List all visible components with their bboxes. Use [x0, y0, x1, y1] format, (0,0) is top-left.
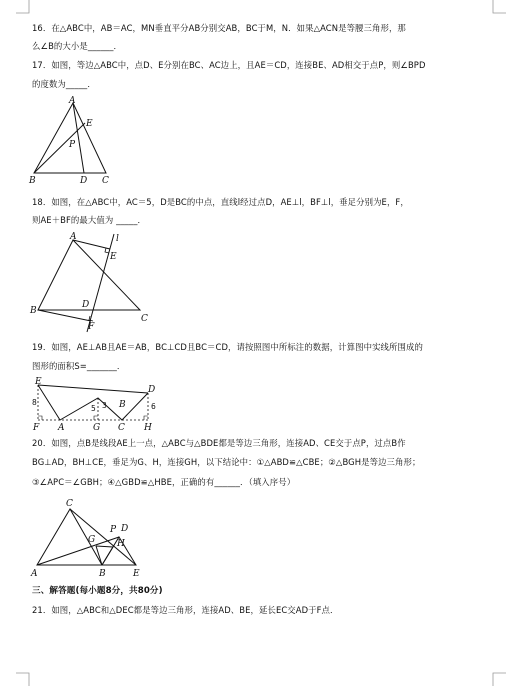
q19-number-8: 8 — [32, 398, 37, 407]
q19-number-3: 3 — [102, 401, 107, 410]
q20-label-c: C — [66, 499, 73, 509]
q19-label-h: H — [144, 423, 152, 433]
q20-label-e: E — [133, 569, 140, 579]
q20-line-3: ③∠APC＝∠GBH；④△GBD≌△HBE，正确的有______．（填入序号） — [32, 477, 296, 487]
q16-line-1: 16．在△ABC中，AB＝AC，MN垂直平分AB分别交AB，BC于M，N．如果△ACN是等腰三角形，那 — [32, 23, 406, 33]
q21-line-1: 21．如图，△ABC和△DEC都是等边三角形，连接AD、BE，延长EC交AD于F点． — [32, 605, 339, 615]
q20-line-1: 20．如图，点B是线段AE上一点，△ABC与△BDE都是等边三角形，连接AD、CE交于点P，过点B作 — [32, 438, 406, 448]
q20-label-h: H — [117, 539, 125, 549]
q20-label-a: A — [31, 569, 38, 579]
q20-label-p: P — [110, 525, 117, 535]
q17-label-d: D — [80, 176, 88, 186]
q17-label-e: E — [86, 119, 93, 129]
q19-label-d: D — [148, 385, 156, 395]
q19-figure — [30, 375, 165, 435]
q18-label-d: D — [82, 300, 90, 310]
q18-label-f: F — [88, 322, 95, 332]
crop-mark-bottom-left — [16, 666, 36, 686]
q20-label-g: G — [88, 535, 96, 545]
q19-label-f: F — [33, 423, 40, 433]
q18-line-1: 18．如图，在△ABC中，AC＝5，D是BC的中点，直线l经过点D，AE⊥l，BF⊥l，垂足分别为E，F， — [32, 197, 409, 207]
q17-label-c: C — [102, 176, 109, 186]
q19-label-a: A — [58, 423, 65, 433]
q17-label-b: B — [29, 176, 36, 186]
q19-line-1: 19．如图，AE⊥AB且AE＝AB，BC⊥CD且BC＝CD，请按照图中所标注的数据，计算图中实线所围成的 — [32, 342, 423, 352]
q16-line-2: 么∠B的大小是______． — [32, 41, 123, 51]
q18-label-l: l — [116, 234, 119, 244]
q19-label-c: C — [118, 423, 125, 433]
q18-line-2: 则AE＋BF的最大值为 _____． — [32, 215, 146, 225]
q19-label-b: B — [119, 400, 126, 410]
q18-figure — [30, 230, 170, 335]
q19-label-e: E — [35, 377, 42, 387]
q18-label-e: E — [110, 252, 117, 262]
q17-label-a: A — [69, 96, 76, 106]
q18-label-b: B — [30, 306, 37, 316]
q18-label-a: A — [70, 232, 77, 242]
q17-label-p: P — [69, 140, 76, 150]
q20-figure — [30, 495, 160, 580]
q20-line-2: BG⊥AD，BH⊥CE，垂足为G、H，连接GH，以下结论中：①△ABD≌△CBE；②△BGH是等边三角形； — [32, 457, 421, 467]
q19-line-2: 图形的面积S=_______． — [32, 361, 126, 371]
q20-label-d: D — [121, 524, 129, 534]
section-3-title: 三、解答题(每小题8分，共80分) — [32, 586, 163, 596]
crop-mark-top-right — [486, 0, 506, 20]
q19-number-5: 5 — [91, 404, 96, 413]
q17-line-2: 的度数为_____． — [32, 79, 96, 89]
crop-mark-bottom-right — [486, 666, 506, 686]
q19-label-g: G — [93, 423, 101, 433]
q17-line-1: 17．如图，等边△ABC中，点D、E分别在BC、AC边上，且AE＝CD，连接BE、AD相交于点P，则∠BPD — [32, 60, 426, 70]
q17-figure — [28, 95, 148, 190]
crop-mark-top-left — [16, 0, 36, 20]
q20-label-b: B — [99, 569, 106, 579]
q18-label-c: C — [141, 314, 148, 324]
q19-number-6: 6 — [151, 402, 156, 411]
